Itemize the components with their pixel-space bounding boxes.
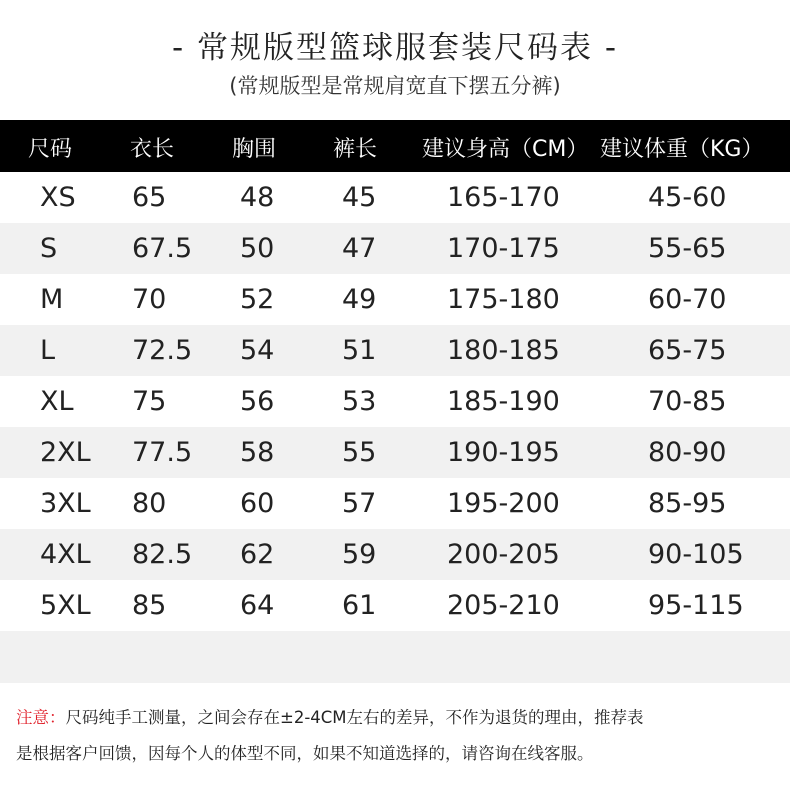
table-row xyxy=(0,274,790,325)
cell-size: XS xyxy=(40,182,76,213)
table-header xyxy=(0,120,790,172)
table-row-empty xyxy=(0,631,790,683)
cell-weight: 45-60 xyxy=(648,182,727,213)
cell-height: 195-200 xyxy=(447,488,560,519)
cell-chest: 56 xyxy=(240,386,275,417)
cell-chest: 60 xyxy=(240,488,275,519)
cell-length: 85 xyxy=(132,590,167,621)
cell-chest: 52 xyxy=(240,284,275,315)
page-subtitle: (常规版型是常规肩宽直下摆五分裤) xyxy=(229,74,561,98)
cell-size: L xyxy=(40,335,56,366)
cell-height: 180-185 xyxy=(447,335,560,366)
cell-weight: 55-65 xyxy=(648,233,727,264)
cell-weight: 95-115 xyxy=(648,590,744,621)
cell-chest: 62 xyxy=(240,539,275,570)
cell-weight: 60-70 xyxy=(648,284,727,315)
note-label: 注意： xyxy=(16,708,66,727)
size-table-body xyxy=(0,172,790,683)
cell-weight: 85-95 xyxy=(648,488,727,519)
cell-chest: 64 xyxy=(240,590,275,621)
cell-weight: 65-75 xyxy=(648,335,727,366)
table-row xyxy=(0,529,790,580)
header-chest: 胸围 xyxy=(232,137,277,162)
cell-size: M xyxy=(40,284,64,315)
cell-height: 185-190 xyxy=(447,386,560,417)
cell-height: 165-170 xyxy=(447,182,560,213)
cell-pants-length: 61 xyxy=(342,590,377,621)
cell-pants-length: 47 xyxy=(342,233,377,264)
page-title: - 常规版型篮球服套装尺码表 - xyxy=(171,30,619,66)
table-row xyxy=(0,427,790,478)
note-text-2: 是根据客户回馈，因每个人的体型不同，如果不知道选择的，请咨询在线客服。 xyxy=(16,744,594,763)
table-row xyxy=(0,478,790,529)
cell-weight: 80-90 xyxy=(648,437,727,468)
cell-length: 72.5 xyxy=(132,335,193,366)
note-line-1 xyxy=(16,700,776,736)
cell-height: 205-210 xyxy=(447,590,560,621)
header-pants-length: 裤长 xyxy=(333,137,378,162)
cell-length: 80 xyxy=(132,488,167,519)
table-row xyxy=(0,172,790,223)
cell-length: 75 xyxy=(132,386,167,417)
cell-size: 5XL xyxy=(40,590,91,621)
header-size: 尺码 xyxy=(28,137,73,162)
cell-length: 65 xyxy=(132,182,167,213)
cell-size: 3XL xyxy=(40,488,91,519)
cell-size: 4XL xyxy=(40,539,91,570)
cell-size: XL xyxy=(40,386,74,417)
cell-pants-length: 51 xyxy=(342,335,377,366)
cell-chest: 48 xyxy=(240,182,275,213)
table-row xyxy=(0,376,790,427)
cell-length: 77.5 xyxy=(132,437,193,468)
cell-height: 170-175 xyxy=(447,233,560,264)
cell-weight: 70-85 xyxy=(648,386,727,417)
cell-height: 200-205 xyxy=(447,539,560,570)
cell-pants-length: 49 xyxy=(342,284,377,315)
cell-size: S xyxy=(40,233,58,264)
cell-pants-length: 53 xyxy=(342,386,377,417)
cell-size: 2XL xyxy=(40,437,91,468)
cell-pants-length: 45 xyxy=(342,182,377,213)
cell-pants-length: 57 xyxy=(342,488,377,519)
cell-pants-length: 55 xyxy=(342,437,377,468)
cell-length: 70 xyxy=(132,284,167,315)
cell-chest: 50 xyxy=(240,233,275,264)
cell-weight: 90-105 xyxy=(648,539,744,570)
header-height: 建议身高（CM） xyxy=(422,137,589,162)
cell-pants-length: 59 xyxy=(342,539,377,570)
table-row xyxy=(0,325,790,376)
cell-height: 175-180 xyxy=(447,284,560,315)
cell-chest: 58 xyxy=(240,437,275,468)
cell-chest: 54 xyxy=(240,335,275,366)
table-row xyxy=(0,223,790,274)
cell-length: 82.5 xyxy=(132,539,193,570)
table-row xyxy=(0,580,790,631)
size-note xyxy=(16,700,776,772)
cell-length: 67.5 xyxy=(132,233,193,264)
header-length: 衣长 xyxy=(130,137,175,162)
cell-height: 190-195 xyxy=(447,437,560,468)
header-weight: 建议体重（KG） xyxy=(600,137,764,162)
note-text-1: 尺码纯手工测量，之间会存在±2-4CM左右的差异，不作为退货的理由，推荐表 xyxy=(65,708,644,727)
note-line-2 xyxy=(16,736,776,772)
